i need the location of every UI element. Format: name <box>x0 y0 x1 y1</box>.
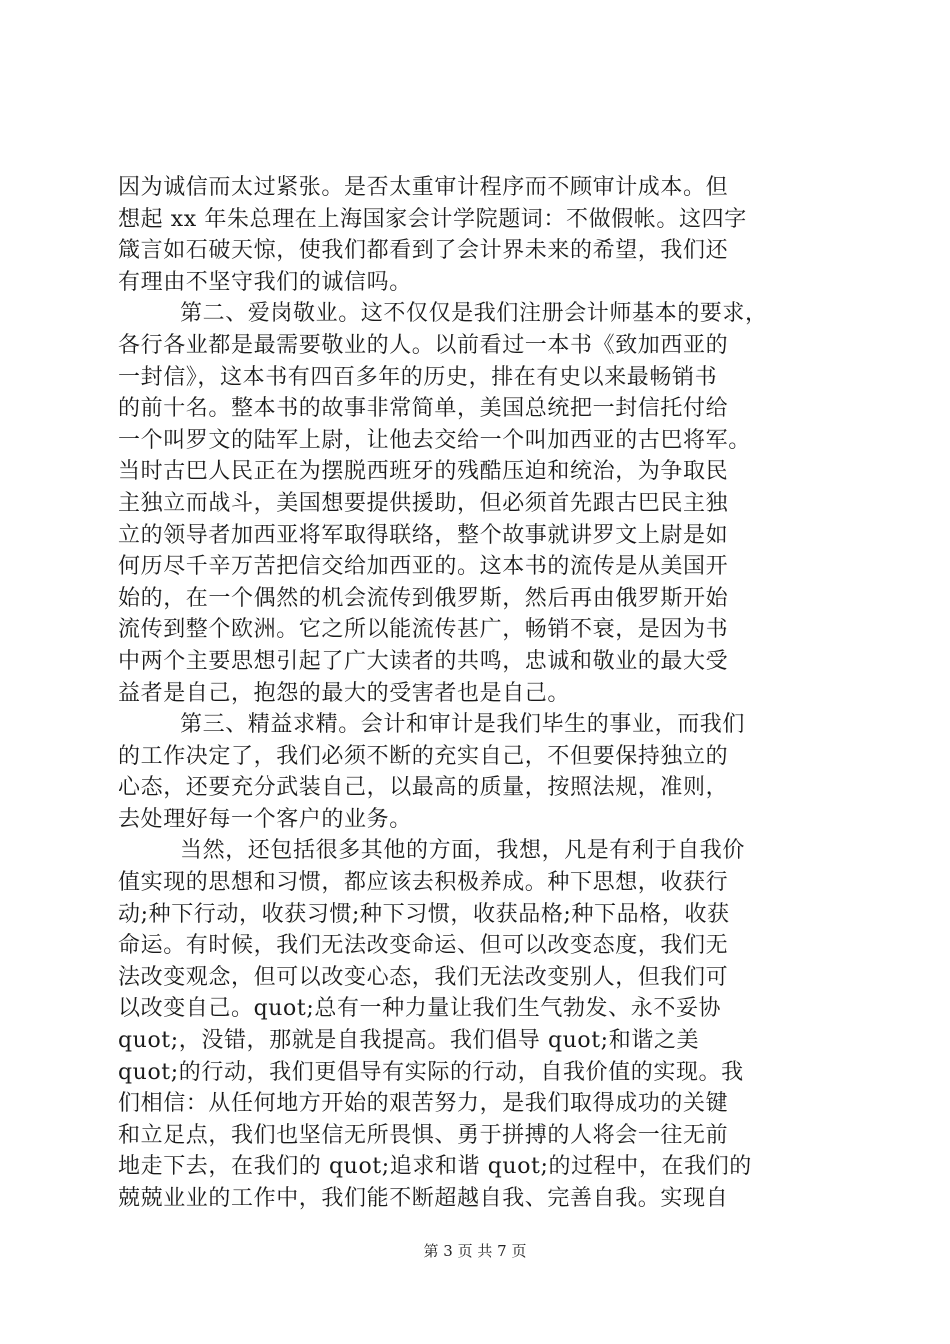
text-line: 的工作决定了，我们必须不断的充实自己，不但要保持独立的 <box>118 743 729 769</box>
text-line: 想起 xx 年朱总理在上海国家会计学院题词：不做假帐。这四字 <box>118 206 747 232</box>
text-line: 主独立而战斗，美国想要提供援助，但必须首先跟古巴民主独 <box>118 490 729 516</box>
text-line: 中两个主要思想引起了广大读者的共鸣，忠诚和敬业的最大受 <box>118 648 729 674</box>
body-text <box>118 172 838 1215</box>
text-line: quot;的行动，我们更倡导有实际的行动，自我价值的实现。我 <box>118 1059 744 1085</box>
text-line: 动;种下行动，收获习惯;种下习惯，收获品格;种下品格，收获 <box>118 901 730 927</box>
paragraph-first-line: 第二、爱岗敬业。这不仅仅是我们注册会计师基本的要求， <box>180 301 768 327</box>
text-line: 的前十名。整本书的故事非常简单，美国总统把一封信托付给 <box>118 396 729 422</box>
text-line: quot;，没错，那就是自我提高。我们倡导 quot;和谐之美 <box>118 1028 700 1054</box>
text-line: 始的，在一个偶然的机会流传到俄罗斯，然后再由俄罗斯开始 <box>118 585 729 611</box>
text-line: 当时古巴人民正在为摆脱西班牙的残酷压迫和统治，为争取民 <box>118 459 729 485</box>
text-line: 各行各业都是最需要敬业的人。以前看过一本书《致加西亚的 <box>118 332 729 358</box>
text-line: 地走下去，在我们的 quot;追求和谐 quot;的过程中，在我们的 <box>118 1154 752 1180</box>
text-line: 因为诚信而太过紧张。是否太重审计程序而不顾审计成本。但 <box>118 175 729 200</box>
text-line: 以改变自己。quot;总有一种力量让我们生气勃发、永不妥协 <box>118 996 722 1022</box>
paragraph-first-line: 当然，还包括很多其他的方面，我想，凡是有利于自我价 <box>180 838 746 864</box>
text-line: 何历尽千辛万苦把信交给加西亚的。这本书的流传是从美国开 <box>118 554 729 580</box>
text-line: 一封信》，这本书有四百多年的历史，排在有史以来最畅销书 <box>118 364 718 390</box>
text-line: 兢兢业业的工作中，我们能不断超越自我、完善自我。实现自 <box>118 1186 729 1211</box>
text-line: 箴言如石破天惊，使我们都看到了会计界未来的希望，我们还 <box>118 238 729 264</box>
text-line: 一个叫罗文的陆军上尉，让他去交给一个叫加西亚的古巴将军。 <box>118 427 751 453</box>
text-line: 们相信：从任何地方开始的艰苦努力，是我们取得成功的关键 <box>118 1091 729 1117</box>
text-line: 命运。有时候，我们无法改变命运、但可以改变态度，我们无 <box>118 933 729 959</box>
text-line: 和立足点，我们也坚信无所畏惧、勇于拼搏的人将会一往无前 <box>118 1122 729 1148</box>
text-line: 有理由不坚守我们的诚信吗。 <box>118 269 412 295</box>
text-line: 值实现的思想和习惯，都应该去积极养成。种下思想，收获行 <box>118 870 729 896</box>
text-line: 益者是自己，抱怨的最大的受害者也是自己。 <box>118 680 571 706</box>
text-line: 流传到整个欧洲。它之所以能流传甚广，畅销不衰，是因为书 <box>118 617 729 643</box>
text-line: 法改变观念，但可以改变心态，我们无法改变别人，但我们可 <box>118 964 729 990</box>
page-footer: 第 3 页 共 7 页 <box>423 1242 527 1260</box>
text-line: 立的领导者加西亚将军取得联络，整个故事就讲罗文上尉是如 <box>118 522 729 548</box>
text-line: 心态，还要充分武装自己，以最高的质量，按照法规，准则， <box>118 775 729 801</box>
paragraph-first-line: 第三、精益求精。会计和审计是我们毕生的事业，而我们 <box>180 712 746 738</box>
text-line: 去处理好每一个客户的业务。 <box>118 806 412 832</box>
